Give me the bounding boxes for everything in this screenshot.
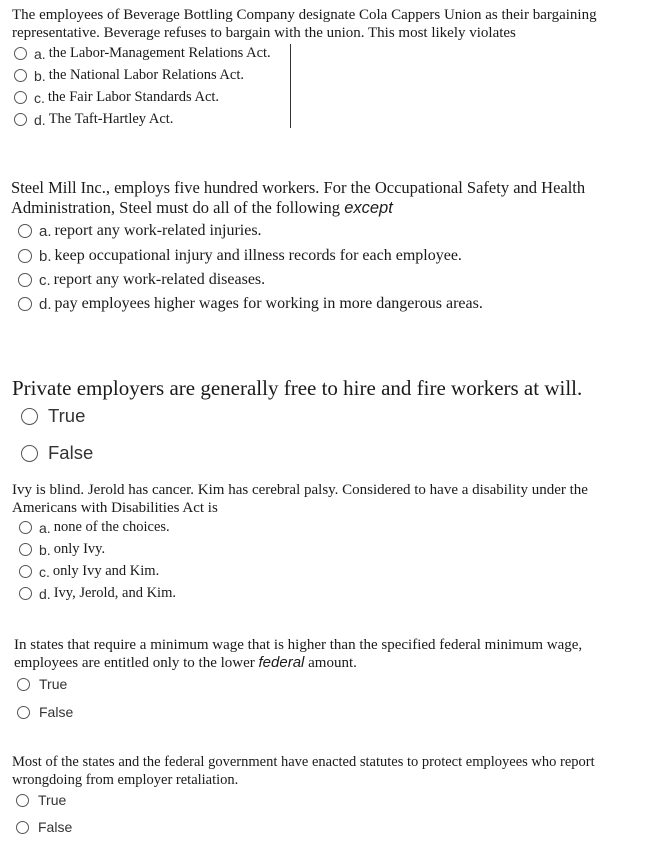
question-2-option-d[interactable]	[18, 295, 483, 313]
option-letter: d.	[39, 585, 51, 602]
radio-button[interactable]	[14, 47, 27, 60]
question-2-stem	[11, 178, 585, 218]
option-text: False	[39, 704, 74, 720]
option-letter: b.	[39, 247, 52, 265]
question-4-stem-line: Americans with Disabilities Act is	[12, 500, 218, 516]
question-4-stem-line: Ivy is blind. Jerold has cancer. Kim has cerebral palsy. Considered to have a disability under the	[12, 482, 588, 498]
question-2-option-c[interactable]	[18, 271, 265, 289]
question-3-option-false[interactable]	[21, 442, 93, 464]
question-2-stem-line	[11, 198, 585, 218]
option-letter: a.	[39, 222, 52, 240]
question-2-stem-line: Steel Mill Inc., employs five hundred workers. For the Occupational Safety and Health	[11, 178, 586, 197]
radio-button[interactable]	[19, 587, 32, 600]
radio-button[interactable]	[18, 297, 32, 311]
question-4-option-d[interactable]	[19, 585, 176, 602]
question-1-option-b[interactable]	[14, 67, 244, 84]
option-letter: b.	[39, 541, 51, 558]
question-2-option-b[interactable]	[18, 247, 462, 265]
radio-button[interactable]	[19, 565, 32, 578]
radio-button[interactable]	[14, 69, 27, 82]
question-3-option-true[interactable]	[21, 405, 85, 427]
question-3-stem: Private employers are generally free to hire and fire workers at will.	[12, 376, 583, 400]
option-text: only Ivy and Kim.	[52, 563, 160, 579]
option-letter: c.	[39, 563, 50, 580]
question-4-option-c[interactable]	[19, 563, 159, 580]
option-letter: b.	[34, 67, 46, 84]
question-5-stem-text: employees are entitled only to the lower	[14, 655, 255, 671]
radio-button[interactable]	[18, 273, 32, 287]
question-5-stem-text: amount.	[308, 655, 357, 671]
question-5-option-false[interactable]	[17, 704, 73, 720]
option-text: the Fair Labor Standards Act.	[47, 89, 220, 105]
question-6-stem-line: wrongdoing from employer retaliation.	[12, 772, 239, 788]
question-1-stem-line: representative. Beverage refuses to bargain with the union. This most likely violates	[12, 25, 516, 41]
radio-button[interactable]	[18, 249, 32, 263]
question-1	[0, 0, 666, 140]
option-text: False	[48, 442, 94, 463]
radio-button[interactable]	[16, 794, 29, 807]
option-text: False	[38, 819, 73, 835]
option-text: the Labor-Management Relations Act.	[48, 45, 271, 61]
option-text: report any work-related diseases.	[53, 271, 266, 288]
radio-button[interactable]	[17, 678, 30, 691]
radio-button[interactable]	[16, 821, 29, 834]
option-text: keep occupational injury and illness records for each employee.	[54, 247, 462, 264]
radio-button[interactable]	[19, 543, 32, 556]
option-letter: d.	[39, 295, 52, 313]
question-4-option-a[interactable]	[19, 519, 170, 536]
question-3	[0, 376, 666, 468]
option-letter: a.	[34, 45, 46, 62]
question-1-option-c[interactable]	[14, 89, 219, 106]
radio-button[interactable]	[17, 706, 30, 719]
question-1-stem-line: The employees of Beverage Bottling Company designate Cola Cappers Union as their bargaining	[12, 7, 597, 23]
question-5-stem-emphasis: federal	[258, 654, 305, 671]
question-1-option-a[interactable]	[14, 45, 271, 62]
option-letter: c.	[34, 89, 45, 106]
option-text: Ivy, Jerold, and Kim.	[53, 585, 176, 601]
radio-button[interactable]	[19, 521, 32, 534]
option-text: True	[39, 676, 68, 692]
question-1-stem	[12, 6, 597, 42]
question-2-stem-emphasis: except	[344, 199, 393, 217]
radio-button[interactable]	[14, 113, 27, 126]
question-4	[0, 481, 666, 606]
option-text: only Ivy.	[53, 541, 106, 557]
question-6-option-true[interactable]	[16, 792, 66, 808]
option-letter: a.	[39, 519, 51, 536]
question-6-option-false[interactable]	[16, 819, 72, 835]
option-text: pay employees higher wages for working in more dangerous areas.	[54, 295, 483, 312]
question-4-stem	[12, 481, 588, 517]
question-6-stem-line: Most of the states and the federal government have enacted statutes to protect employees who report	[12, 754, 595, 770]
radio-button[interactable]	[21, 445, 38, 462]
option-text: True	[48, 405, 86, 426]
question-5-stem-line	[14, 654, 582, 672]
question-1-option-d[interactable]	[14, 111, 173, 128]
question-4-option-b[interactable]	[19, 541, 105, 558]
question-5	[0, 636, 666, 726]
option-letter: c.	[39, 271, 51, 289]
question-2	[0, 178, 666, 328]
question-6	[0, 753, 666, 841]
option-text: The Taft-Hartley Act.	[48, 111, 174, 127]
option-text: report any work-related injuries.	[54, 222, 262, 239]
option-text: the National Labor Relations Act.	[48, 67, 244, 83]
question-6-stem	[12, 753, 595, 789]
option-text: none of the choices.	[53, 519, 170, 535]
radio-button[interactable]	[18, 224, 32, 238]
question-2-option-a[interactable]	[18, 222, 262, 240]
option-letter: d.	[34, 111, 46, 128]
question-5-stem-line: In states that require a minimum wage that is higher than the specified federal minimum wage,	[14, 637, 583, 653]
question-5-option-true[interactable]	[17, 676, 67, 692]
question-5-stem	[14, 636, 582, 672]
option-text: True	[38, 792, 67, 808]
question-2-stem-text: Administration, Steel must do all of the following	[11, 198, 341, 217]
radio-button[interactable]	[14, 91, 27, 104]
cursor-divider	[290, 44, 291, 128]
radio-button[interactable]	[21, 408, 38, 425]
